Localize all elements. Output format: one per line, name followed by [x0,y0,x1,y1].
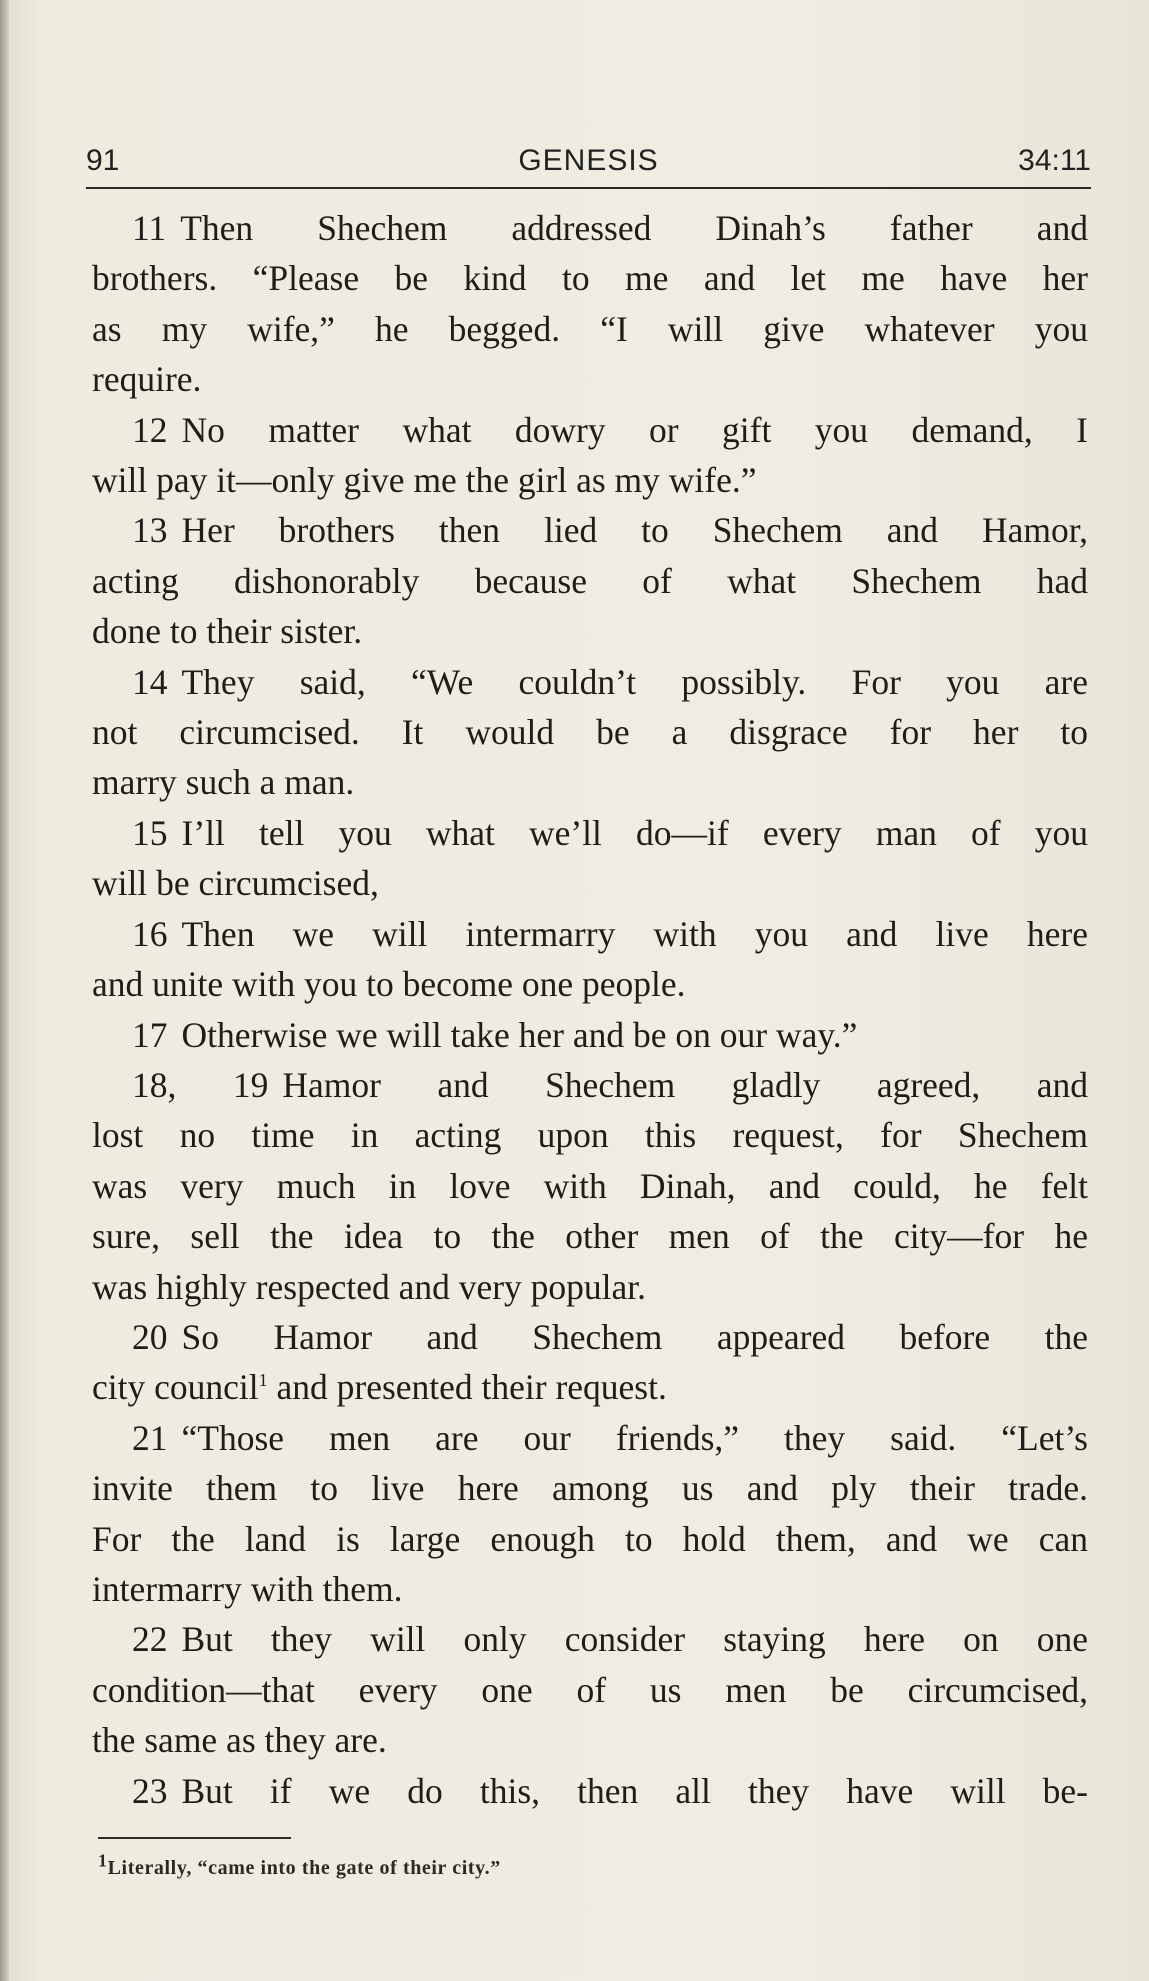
chapter-verse-reference: 34:11 [1018,144,1091,177]
verse-11: 11 Then Shechem addressed Dinah’s father and brothers. “Please be kind to me and let me have her as my wife,” he begged. “I will give whatever you [92,208,1088,349]
footnote-text: Literally, “came into the gate of their city.” [107,1857,501,1879]
verse-22: 22 But they will only consider staying here on one condition—that every one of us men be circumcised, [92,1619,1088,1710]
verse-number: 20 [132,1316,168,1357]
verse-number: 23 [132,1770,168,1811]
verse-16: 16 Then we will intermarry with you and live here [132,913,1088,954]
verse-number: 21 [132,1417,168,1458]
footnote-number: 1 [98,1850,108,1871]
page-number: 91 [86,144,120,177]
footnote-rule [98,1837,291,1839]
verse-number: 18, 19 [132,1064,269,1105]
verse-number: 22 [132,1619,168,1660]
verse-number: 11 [132,208,167,248]
verse-20: 20 So Hamor and Shechem appeared before the [132,1316,1088,1357]
verse-12: 12 No matter what dowry or gift you demand, I [132,409,1088,450]
verse-14: 14 They said, “We couldn’t possibly. For you are not circumcised. It would be a disgrace for her to [92,661,1088,753]
verse-number: 15 [132,812,168,853]
book-title: GENESIS [518,144,659,177]
running-header [86,138,1091,186]
verse-23: 23 But if we do this, then all they have will be- [132,1770,1088,1811]
verse-number: 13 [132,510,168,551]
footnote [98,1850,998,1880]
verse-18-19: 18, 19 Hamor and Shechem gladly agreed, and lost no time in acting upon this request, for Shechem was very much in love with Dinah, and could, he felt sure, sell the idea to the other men of the city—for he [92,1064,1088,1257]
footnote-marker: 1 [258,1370,268,1391]
verse-17: 17 Otherwise we will take her and be on our way.” [132,1014,858,1055]
header-rule [86,187,1091,189]
verse-13: 13 Her brothers then lied to Shechem and Hamor, acting dishonorably because of what Shechem had [92,510,1088,601]
verse-number: 12 [132,409,168,450]
verse-21: 21 “Those men are our friends,” they said. “Let’s invite them to live here among us and ply their trade. For the land is large enough to hold them, and we can [92,1417,1088,1559]
scripture-text: 11 Then Shechem addressed Dinah’s father and brothers. “Please be kind to me and let me have her as my wife,” he begged. “I will give whatever you require. 12 No matter what dowry or gift you demand, I will pay it—only give me the girl as my wife.” 13 Her brothers then lied to Shechem and Hamor, acting dishonorably because of what Shechem had done to their sister. 14 They said, “We couldn’t possibly. For you are not circumcised. It would be a disgrace for her to marry such a man. 15 I’ll tell you what we’ll do—if every man of you will be circumcised, 16 Then we will intermarry with you and live here and unite with you to become one people. 17 Otherwise we will take her and be on our way.” 18, 19 Hamor and Shechem gladly agreed, and lost no time in acting upon this request, for Shechem was very much in love with Dinah, and could, he felt sure, sell the idea to the other men of the city—for he was highly respected and very popular. 20 So Hamor and Shechem appeared before the city council$^1$ and presented their request. 21 “Those men are our friends,” they said. “Let’s invite them to live here among us and ply their trade. For the land is large enough to hold them, and we can intermarry with them. 22 But they will only consider staying here on one condition—that every one of us men be circumcised, the same as they are. 23 But if we do this, then all they have will be- [92,203,1088,1816]
verse-number: 16 [132,913,168,954]
verse-number: 14 [132,661,168,702]
verse-number: 17 [132,1014,168,1055]
verse-15: 15 I’ll tell you what we’ll do—if every man of you [132,812,1088,853]
page-spine-shadow [0,0,9,1981]
